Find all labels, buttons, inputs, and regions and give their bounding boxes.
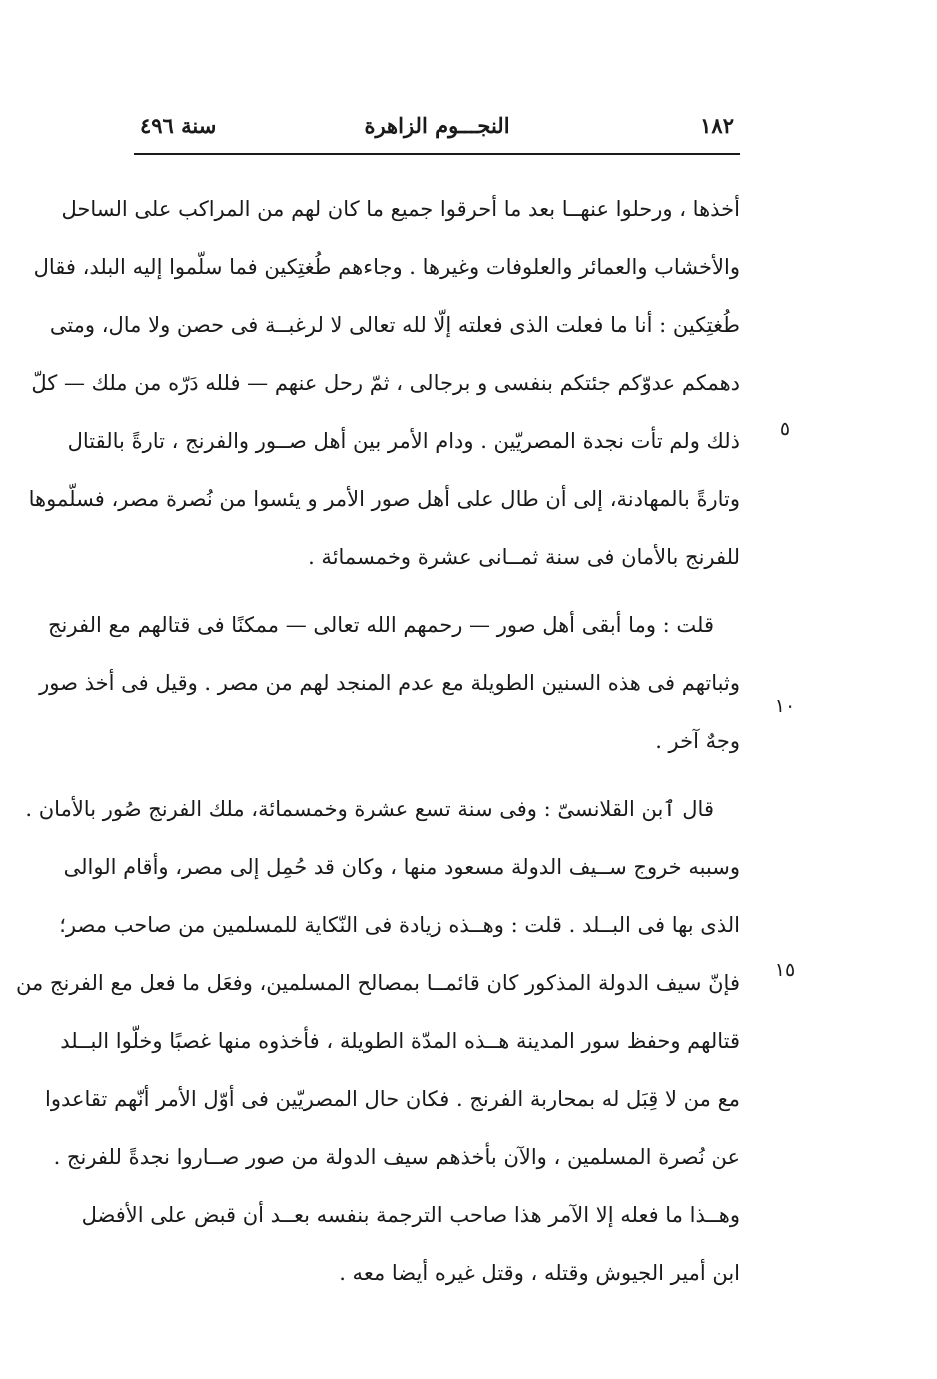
text-line: وتارةً بالمهادنة، إلى أن طال على أهل صور الأمر و يئسوا من نُصرة مصر، فسلّموها [28,487,740,511]
text-line: ابن أمير الجيوش وقتله ، وقتل غيره أيضا معه . [339,1261,740,1285]
page-number: ١٨٢ [700,113,734,138]
text-line: للفرنج بالأمان فى سنة ثمــانى عشرة وخمسمائة . [308,545,740,569]
text-line: والأخشاب والعمائر والعلوفات وغيرها . وجاءهم طُغتِكين فما سلّموا إليه البلد، فقال [33,255,740,279]
text-line: وجهٌ آخر . [655,729,740,753]
text-line: عن نُصرة المسلمين ، والآن بأخذهم سيف الدولة من صور صــاروا نجدةً للفرنج . [53,1145,740,1169]
paragraph [39,596,740,770]
text-line: وهــذا ما فعله إلا الآمر هذا صاحب الترجمة بنفسه بعــد أن قبض على الأفضل [81,1203,740,1227]
line-number-5: ٥ [779,418,791,440]
line-number-15: ١٥ [774,959,796,981]
text-line: مع من لا قِبَل له بمحاربة الفرنج . فكان حال المصريّين فى أوّل الأمر أنّهم تقاعدوا [45,1087,740,1111]
text-line: طُغتِكين : أنا ما فعلت الذى فعلته إلّا لله تعالى لا لرغبــة فى حصن ولا مال، ومتى [49,313,740,337]
text-line: أخذها ، ورحلوا عنهــا بعد ما أحرقوا جميع ما كان لهم من المراكب على الساحل [61,197,740,221]
text-line: الذى بها فى البــلد . قلت : وهــذه زيادة فى النّكاية للمسلمين من صاحب مصر؛ [59,913,740,937]
line-number-10: ١٠ [774,695,796,717]
paragraph [16,780,740,1302]
running-title: النجـــوم الزاهرة [364,113,510,138]
text-line: وثباتهم فى هذه السنين الطويلة مع عدم المنجد لهم من مصر . وقيل فى أخذ صور [39,671,740,695]
text-line: فإنّ سيف الدولة المذكور كان قائمــا بمصالح المسلمين، وفعَل ما فعل مع الفرنج من [16,971,740,995]
text-line: دهمكم عدوّكم جئتكم بنفسى و برجالى ، ثمّ رحل عنهم — فلله دَرّه من ملك — كلّ [31,371,740,395]
text-line: ذلك ولم تأت نجدة المصريّين . ودام الأمر بين أهل صــور والفرنج ، تارةً بالقتال [67,429,740,453]
text-line: قال ٱبن القلانسىّ : وفى سنة تسع عشرة وخمسمائة، ملك الفرنج صُور بالأمان . [25,797,714,821]
text-line: وسببه خروج ســيف الدولة مسعود منها ، وكان قد حُمِل إلى مصر، وأقام الوالى [63,855,740,879]
page-header [134,112,740,152]
year-label: سنة ٤٩٦ [140,113,217,138]
header-rule [134,153,740,155]
paragraph [28,180,740,586]
main-text [16,180,740,1302]
text-line: قلت : وما أبقى أهل صور — رحمهم الله تعالى — ممكنًا فى قتالهم مع الفرنج [47,613,714,637]
text-line: قتالهم وحفظ سور المدينة هــذه المدّة الطويلة ، فأخذوه منها غصبًا وخلّوا البــلد [60,1029,740,1053]
